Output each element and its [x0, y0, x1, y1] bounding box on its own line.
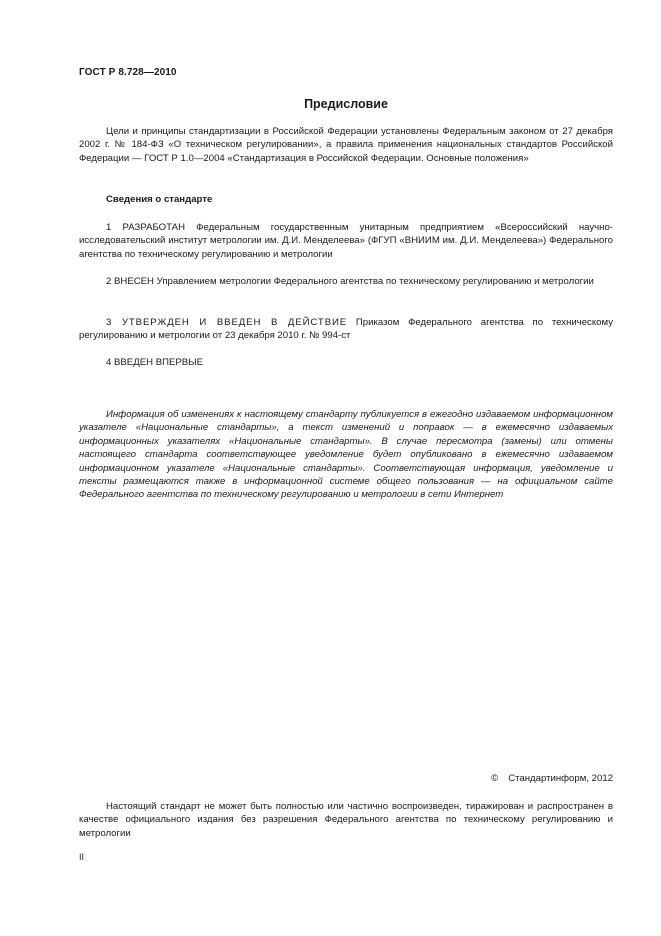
- item-text: Федеральным государственным унитарным предприятием «Всероссийский научно-исследовательский институт метрологии им. Д.И. Менделеева» (ФГУП «ВНИИМ им. Д.И. Менделеева») Федерального агентства по техническому регулированию и метрологии: [79, 222, 613, 260]
- intro-paragraph: Цели и принципы стандартизации в Российской Федерации установлены Федеральным законом от 27 декабря 2002 г. № 184-ФЗ «О техническом регулировании», а правила применения национальных стандартов Российской Федерации — ГОСТ Р 1.0—2004 «Стандартизация в Российской Федерации. Основные положения»: [79, 126, 613, 164]
- item-developed: [79, 221, 613, 261]
- item-lead: 1 РАЗРАБОТАН: [106, 222, 185, 233]
- item-lead: 2 ВНЕСЕН: [106, 276, 154, 287]
- copyright-icon: ©: [491, 773, 499, 784]
- copyright-line: [491, 773, 613, 784]
- item-lead: 3 УТВЕРЖДЕН И ВВЕДЕН В ДЕЙСТВИЕ: [106, 317, 348, 328]
- item-text: Управлением метрологии Федерального агентства по техническому регулированию и метрологии: [153, 276, 594, 287]
- reproduction-notice: Настоящий стандарт не может быть полностью или частично воспроизведен, тиражирован и распространен в качестве официального издания без разрешения Федерального агентства по техническому регулированию и метрологии: [79, 801, 613, 839]
- item-text: Приказом Федерального агентства по техническому регулированию и метрологии от 23 декабря 2010 г. № 994-ст: [79, 317, 613, 342]
- item-introduced: [79, 275, 613, 288]
- item-approved: [79, 316, 613, 343]
- foreword-title: Предисловие: [304, 97, 388, 111]
- document-code: ГОСТ Р 8.728—2010: [79, 67, 177, 78]
- item-first-introduced: [79, 356, 613, 369]
- info-heading: Сведения о стандарте: [106, 194, 213, 205]
- amendments-notice: Информация об изменениях к настоящему стандарту публикуется в ежегодно издаваемом информационном указателе «Национальные стандарты», а текст изменений и поправок — в ежемесячно издаваемых информационных указателях «Национальные стандарты». В случае пересмотра (замены) или отмены настоящего стандарта соответствующее уведомление будет опубликовано в ежемесячно издаваемом информационном указателе «Национальные стандарты». Соответствующая информация, уведомление и тексты размещаются также в информационной системе общего пользования — на официальном сайте Федерального агентства по техническому регулированию и метрологии в сети Интернет: [79, 409, 613, 501]
- copyright-text: Стандартинформ, 2012: [508, 773, 613, 784]
- page-number: II: [79, 852, 85, 862]
- item-lead: 4 ВВЕДЕН ВПЕРВЫЕ: [106, 357, 204, 368]
